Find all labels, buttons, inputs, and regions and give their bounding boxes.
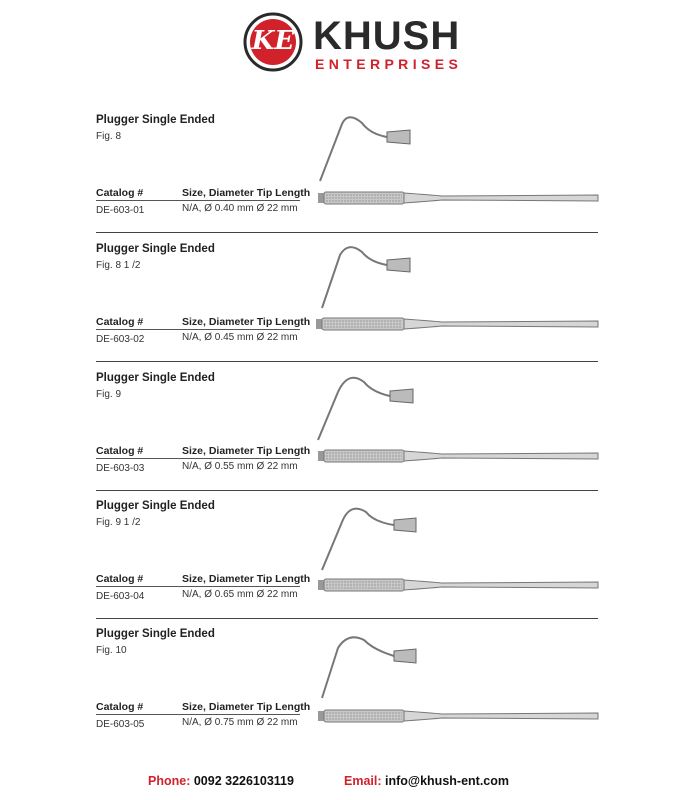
size-value: N/A, Ø 0.75 mm Ø 22 mm	[182, 717, 298, 728]
catalog-number: DE-603-02	[96, 334, 145, 345]
header-rule	[96, 586, 300, 587]
size-header: Size, Diameter Tip Length	[182, 316, 311, 328]
phone-number[interactable]: 0092 3226103119	[193, 774, 294, 788]
catalog-header: Catalog #	[96, 573, 144, 585]
section-divider	[96, 232, 598, 233]
catalog-header: Catalog #	[96, 445, 144, 457]
header-rule	[96, 714, 300, 715]
contact-footer	[0, 774, 689, 792]
catalog-header: Catalog #	[96, 187, 144, 199]
product-figure: Fig. 9 1 /2	[96, 517, 141, 528]
catalog-number: DE-603-01	[96, 205, 145, 216]
email-contact	[344, 774, 509, 788]
size-value: N/A, Ø 0.55 mm Ø 22 mm	[182, 461, 298, 472]
catalog-number: DE-603-04	[96, 591, 145, 602]
product-figure: Fig. 8	[96, 131, 122, 142]
product-figure: Fig. 10	[96, 645, 127, 656]
brand-subtitle: ENTERPRISES	[315, 56, 463, 72]
product-entry	[0, 114, 689, 242]
plugger-instrument-image	[312, 372, 602, 472]
plugger-instrument-image	[312, 500, 602, 600]
plugger-instrument-image	[312, 243, 602, 343]
size-value: N/A, Ø 0.45 mm Ø 22 mm	[182, 332, 298, 343]
brand-name: KHUSH	[313, 14, 461, 58]
size-header: Size, Diameter Tip Length	[182, 187, 311, 199]
catalog-number: DE-603-03	[96, 463, 145, 474]
header-rule	[96, 200, 300, 201]
email-address[interactable]: info@khush-ent.com	[385, 774, 509, 788]
section-divider	[96, 618, 598, 619]
catalog-header: Catalog #	[96, 316, 144, 328]
plugger-instrument-image	[312, 628, 602, 728]
catalog-header: Catalog #	[96, 701, 144, 713]
header-rule	[96, 329, 300, 330]
size-value: N/A, Ø 0.65 mm Ø 22 mm	[182, 589, 298, 600]
product-entry	[0, 372, 689, 500]
product-entry	[0, 500, 689, 628]
product-figure: Fig. 9	[96, 389, 122, 400]
section-divider	[96, 490, 598, 491]
email-label: Email:	[344, 774, 382, 788]
size-value: N/A, Ø 0.40 mm Ø 22 mm	[182, 203, 298, 214]
size-header: Size, Diameter Tip Length	[182, 445, 311, 457]
size-header: Size, Diameter Tip Length	[182, 573, 311, 585]
catalog-number: DE-603-05	[96, 719, 145, 730]
brand-logo	[243, 12, 463, 76]
logo-initials: KE	[251, 26, 295, 56]
product-title: Plugger Single Ended	[96, 243, 215, 255]
header-rule	[96, 458, 300, 459]
section-divider	[96, 361, 598, 362]
product-title: Plugger Single Ended	[96, 500, 215, 512]
product-title: Plugger Single Ended	[96, 114, 215, 126]
product-title: Plugger Single Ended	[96, 628, 215, 640]
plugger-instrument-image	[312, 114, 602, 214]
product-figure: Fig. 8 1 /2	[96, 260, 141, 271]
product-entry	[0, 628, 689, 756]
product-title: Plugger Single Ended	[96, 372, 215, 384]
phone-label: Phone:	[148, 774, 191, 788]
size-header: Size, Diameter Tip Length	[182, 701, 311, 713]
phone-contact	[148, 774, 294, 788]
product-entry	[0, 243, 689, 371]
